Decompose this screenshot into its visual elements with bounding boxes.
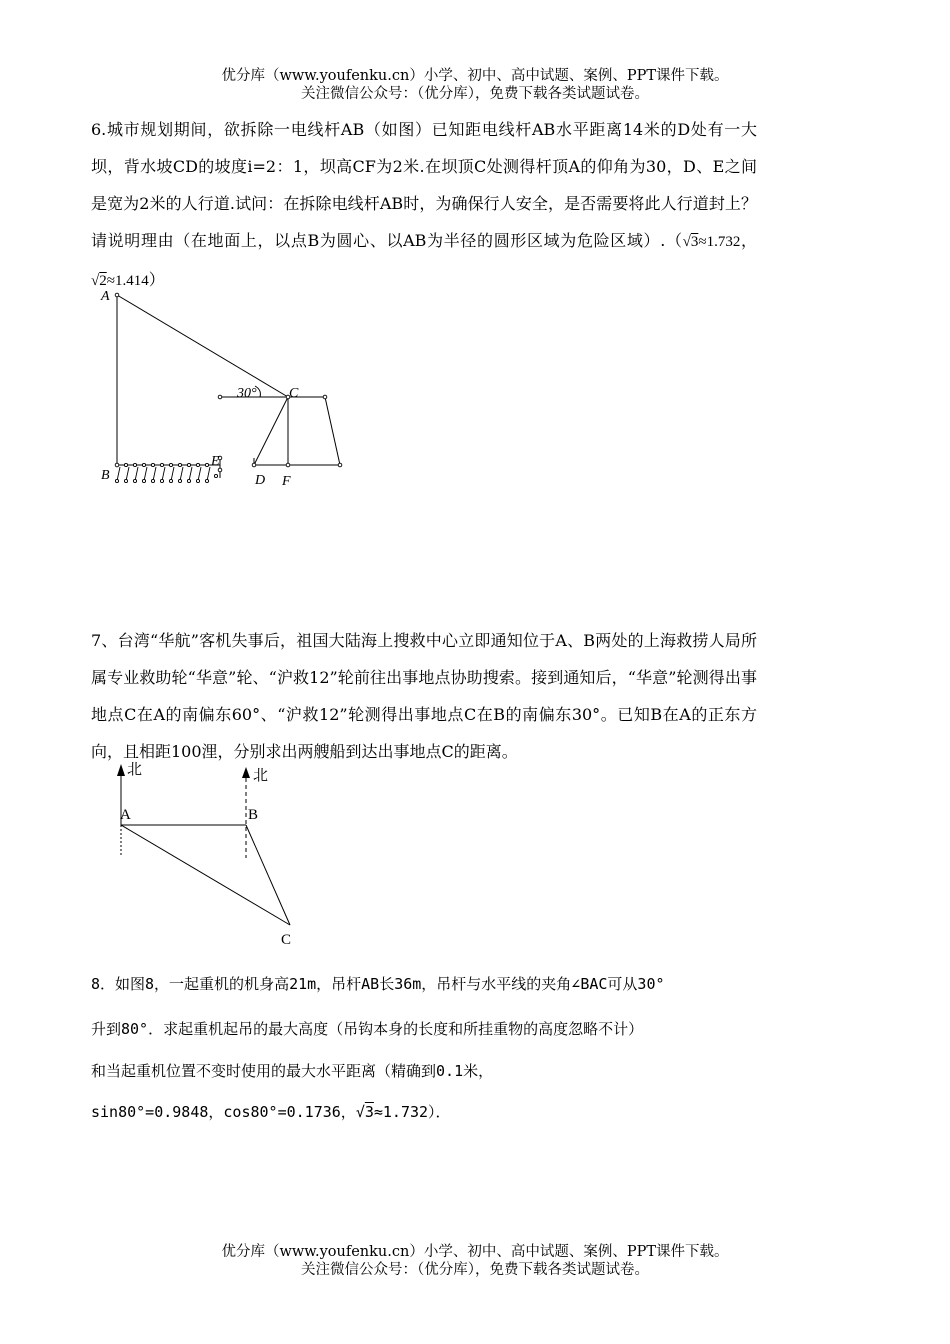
label-c: C	[289, 386, 299, 401]
problem-6: 6.城市规划期间，欲拆除一电线杆AB（如图）已知距电线杆AB水平距离14米的D处有一大坝，背水坡CD的坡度i=2：1，坝高CF为2米.在坝顶C处测得杆顶A的仰角为30，D、E之间是宽为2米的人行道.试问：在拆除电线杆AB时，为确保行人安全，是否需要将此人行道封上？请说明理由（在地面上，以点B为圆心、以AB为半径的圆形区域为危险区域）.（√3≈1.732，√2≈1.414）	[91, 120, 757, 289]
label-e: E	[211, 454, 220, 469]
sqrt-symbol: √	[355, 1103, 365, 1121]
problem-8-line-3: 和当起重机位置不变时使用的最大水平距离（精确到0.1米，	[91, 1062, 494, 1080]
sight-line-ac	[117, 295, 288, 397]
sqrt2-expression: √2≈1.414	[91, 273, 149, 289]
sqrt-symbol: √	[91, 273, 100, 289]
north-label-a: 北	[127, 762, 143, 778]
label-b: B	[101, 468, 110, 483]
figure-6-dam-diagram	[95, 282, 360, 492]
sqrt-symbol: √	[682, 234, 691, 250]
label-c: C	[281, 932, 292, 948]
header-line-1: 优分库（www.youfenku.cn）小学、初中、高中试题、案例、PPT课件下载。	[221, 68, 729, 84]
north-arrowhead-b	[242, 767, 250, 778]
sqrt3-expression: √3≈1.732	[682, 234, 741, 250]
footer-line-2: 关注微信公众号：（优分库），免费下载各类试题试卷。	[301, 1262, 649, 1278]
label-f: F	[282, 474, 291, 489]
problem-7-text: 7、台湾“华航”客机失事后，祖国大陆海上搜救中心立即通知位于A、B两处的上海救捞人局所属专业救助轮“华意”轮、“沪救12”轮前往出事地点协助搜索。接到通知后，“华意”轮测得出事地点C在A的南偏东60°、“沪救12”轮测得出事地点C在B的南偏东30°。已知B在A的正东方向，且相距100浬，分别求出两艘船到达出事地点C的距离。	[91, 631, 757, 761]
segment-ac	[121, 825, 290, 925]
angle-label: 30°	[237, 386, 257, 401]
footer-line-1: 优分库（www.youfenku.cn）小学、初中、高中试题、案例、PPT课件下载。	[221, 1244, 729, 1260]
north-arrowhead-a	[117, 764, 125, 776]
label-b: B	[248, 807, 259, 823]
problem-8-line-4: sin80°=0.9848，cos80°=0.1736，√3≈1.732）．	[91, 1103, 451, 1121]
label-d: D	[255, 473, 266, 488]
header-line-2: 关注微信公众号：（优分库），免费下载各类试题试卷。	[301, 86, 649, 102]
figure-7-ships-diagram	[110, 755, 310, 950]
page-footer	[0, 1243, 950, 1279]
problem-8-line-2: 升到80°．求起重机起吊的最大高度（吊钩本身的长度和所挂重物的高度忽略不计）	[91, 1020, 644, 1038]
vertex-markers	[115, 293, 342, 482]
problem-8-line-1: 8．如图8，一起重机的机身高21m，吊杆AB长36m，吊杆与水平线的夹角∠BAC可从30°	[91, 975, 665, 993]
dam-back-slope	[325, 397, 340, 465]
segment-bc	[246, 825, 290, 925]
north-label-b: 北	[253, 768, 269, 784]
label-a: A	[101, 289, 110, 304]
problem-7	[91, 622, 757, 770]
page-header	[0, 67, 950, 103]
problem-6-text: 6.城市规划期间，欲拆除一电线杆AB（如图）已知距电线杆AB水平距离14米的D处有一大坝，背水坡CD的坡度i=2：1，坝高CF为2米.在坝顶C处测得杆顶A的仰角为30，D、E之间是宽为2米的人行道.试问：在拆除电线杆AB时，为确保行人安全，是否需要将此人行道封上？请说明理由（在地面上，以点B为圆心、以AB为半径的圆形区域为危险区域）.（	[91, 120, 757, 250]
slope-cd	[254, 397, 288, 465]
label-a: A	[120, 807, 131, 823]
ground-hatching	[117, 467, 210, 481]
